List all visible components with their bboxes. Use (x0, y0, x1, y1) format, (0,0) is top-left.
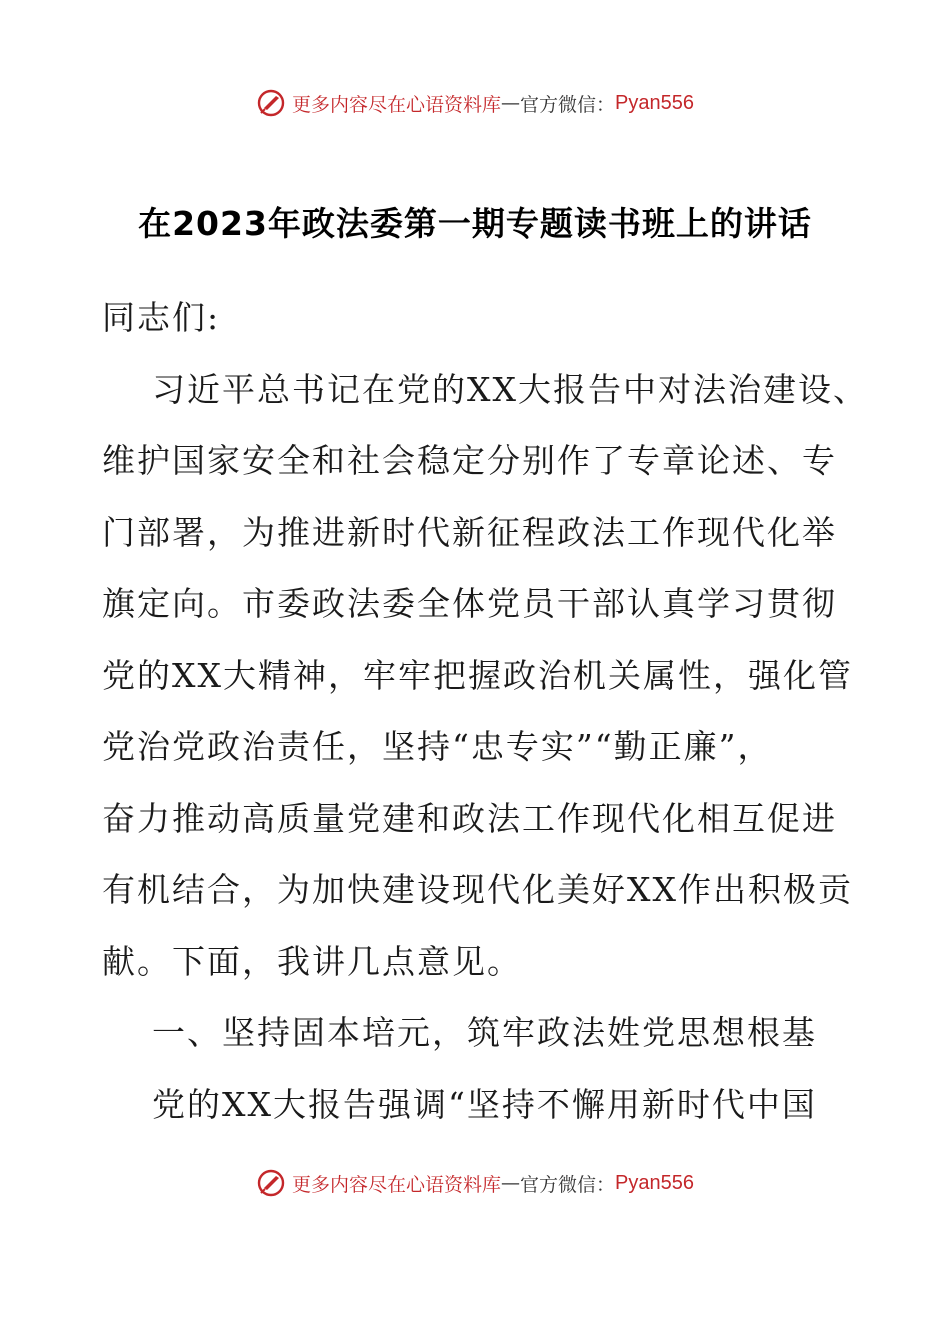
paragraph-line: 党的XX大精神，牢牢把握政治机关属性，强化管 (102, 655, 853, 695)
paragraph-line: 习近平总书记在党的XX大报告中对法治建设、 (152, 369, 868, 409)
document-body (102, 282, 868, 1140)
watermark-id: Pyan556 (615, 91, 694, 114)
paragraph-line: 旗定向。市委政法委全体党员干部认真学习贯彻 (102, 584, 837, 623)
paragraph-line: 献。下面，我讲几点意见。 (102, 941, 522, 981)
paragraph-line: 维护国家安全和社会稳定分别作了专章论述、专 (102, 441, 837, 480)
watermark-brand: 更多内容尽在心语资料库 (292, 1173, 502, 1196)
watermark-separator: — (501, 92, 521, 114)
brand-logo-icon (256, 1168, 286, 1198)
paragraph-line: 党治党政治责任，坚持“忠专实”“勤正廉”， (102, 727, 773, 766)
paragraph-line: 奋力推动高质量党建和政法工作现代化相互促进 (102, 798, 837, 838)
salutation-line: 同志们: (102, 298, 221, 337)
watermark-id: Pyan556 (615, 1171, 694, 1194)
section-heading: 一、坚持固本培元，筑牢政法姓党思想根基 (152, 1013, 817, 1052)
paragraph-line: 党的XX大报告强调“坚持不懈用新时代中国 (152, 1084, 817, 1124)
watermark-brand: 更多内容尽在心语资料库 (292, 93, 502, 116)
watermark-header (0, 83, 950, 123)
watermark-contact: 官方微信： (520, 1173, 616, 1196)
document-title: 在2023年政法委第一期专题读书班上的讲话 (138, 204, 812, 243)
brand-logo-icon (256, 88, 286, 118)
watermark-footer (0, 1163, 950, 1203)
watermark-separator: — (501, 1172, 521, 1194)
paragraph-line: 有机结合，为加快建设现代化美好XX作出积极贡 (102, 870, 853, 909)
paragraph-line: 门部署，为推进新时代新征程政法工作现代化举 (102, 512, 837, 552)
watermark-contact: 官方微信： (520, 93, 616, 116)
